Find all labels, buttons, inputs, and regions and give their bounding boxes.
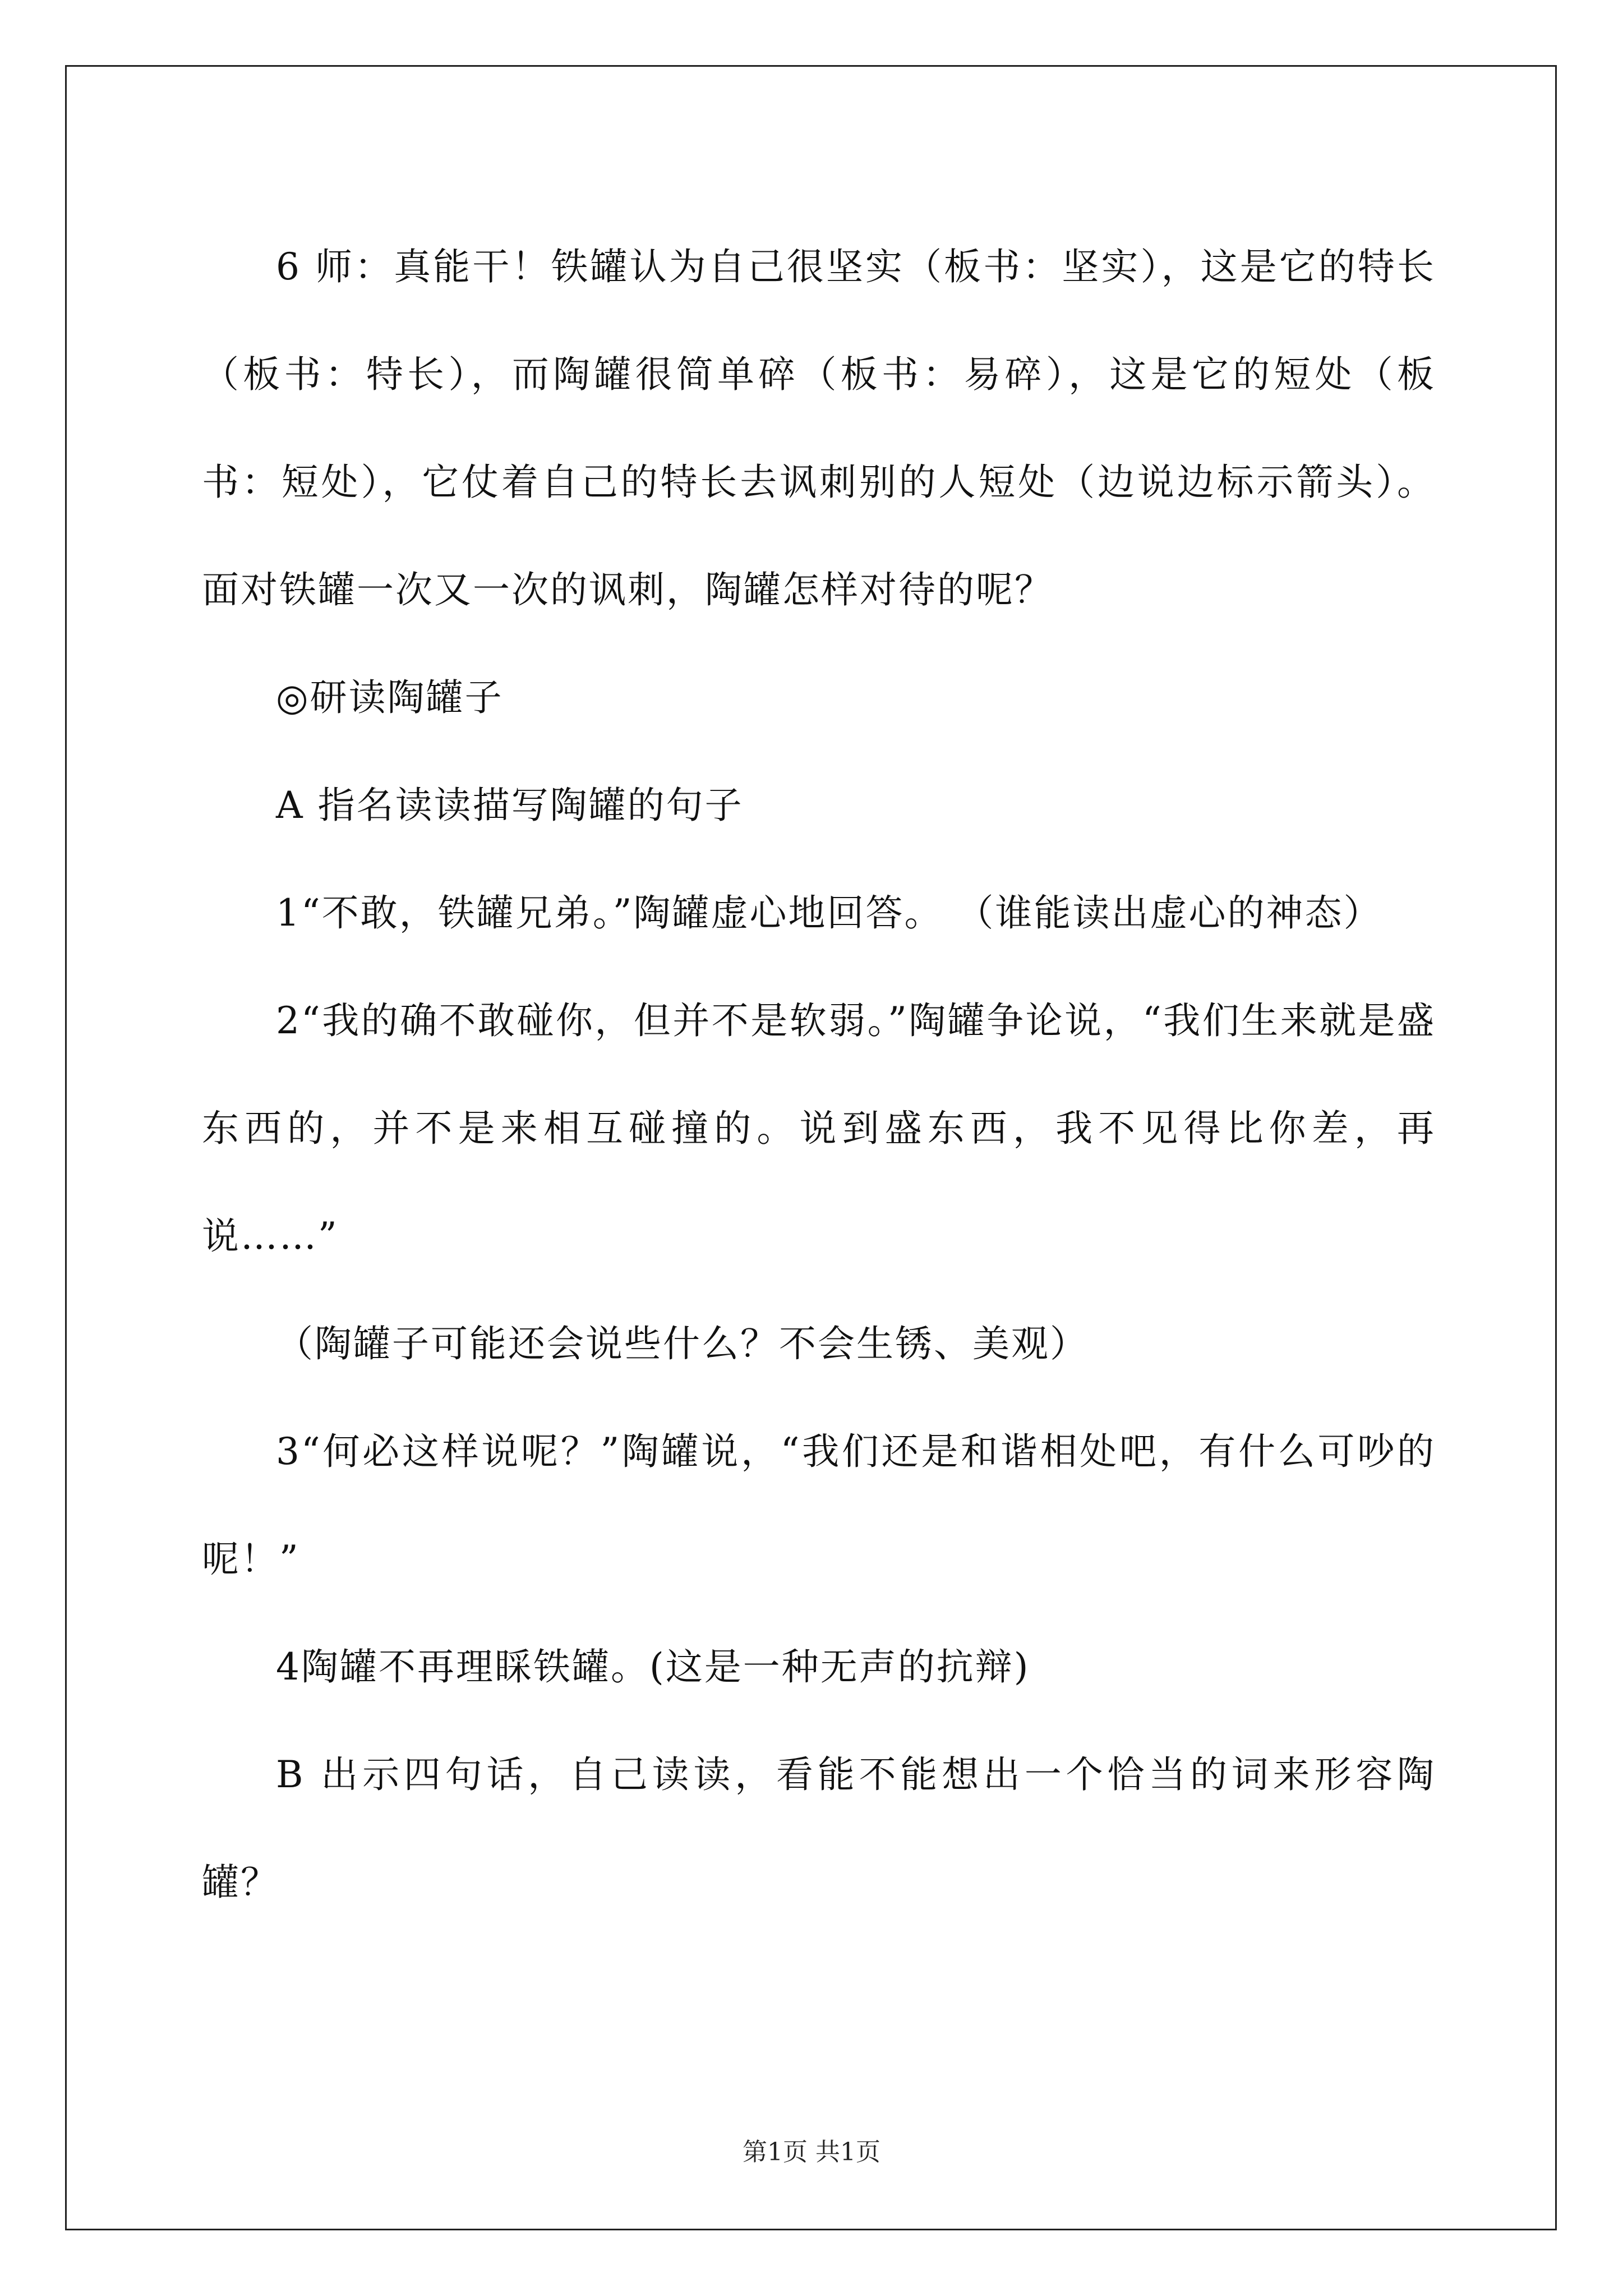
page-footer: 第1页 共1页 [743, 2138, 880, 2166]
paragraph-step-a: A 指名读读描写陶罐的句子 [276, 784, 744, 827]
section-heading-taoguan: ◎研读陶罐子 [276, 676, 504, 719]
paragraph-quote-4: 4陶罐不再理睬铁罐。(这是一种无声的抗辩) [276, 1645, 1030, 1688]
paragraph-note: （陶罐子可能还会说些什么？不会生锈、美观） [276, 1322, 1089, 1365]
paragraph-step-b: B 出示四句话，自己读读，看能不能想出一个恰当的词来形容陶罐？ [202, 1753, 1436, 1904]
paragraph-quote-2: 2“我的确不敢碰你，但并不是软弱。”陶罐争论说，“我们生来就是盛东西的，并不是来相互碰撞的。说到盛东西，我不见得比你差，再说……” [202, 999, 1436, 1258]
document-body [202, 213, 1436, 1936]
paragraph-quote-3: 3“何必这样说呢？”陶罐说，“我们还是和谐相处吧，有什么可吵的呢！” [202, 1430, 1436, 1581]
paragraph-teacher-intro: 6 师：真能干！铁罐认为自己很坚实（板书：坚实），这是它的特长（板书：特长），而陶罐很简单碎（板书：易碎），这是它的短处（板书：短处），它仗着自己的特长去讽刺别的人短处（边说边标示箭头）。面对铁罐一次又一次的讽刺，陶罐怎样对待的呢？ [202, 245, 1436, 611]
paragraph-quote-1: 1“不敢，铁罐兄弟。”陶罐虚心地回答。 （谁能读出虚心的神态） [276, 891, 1382, 935]
